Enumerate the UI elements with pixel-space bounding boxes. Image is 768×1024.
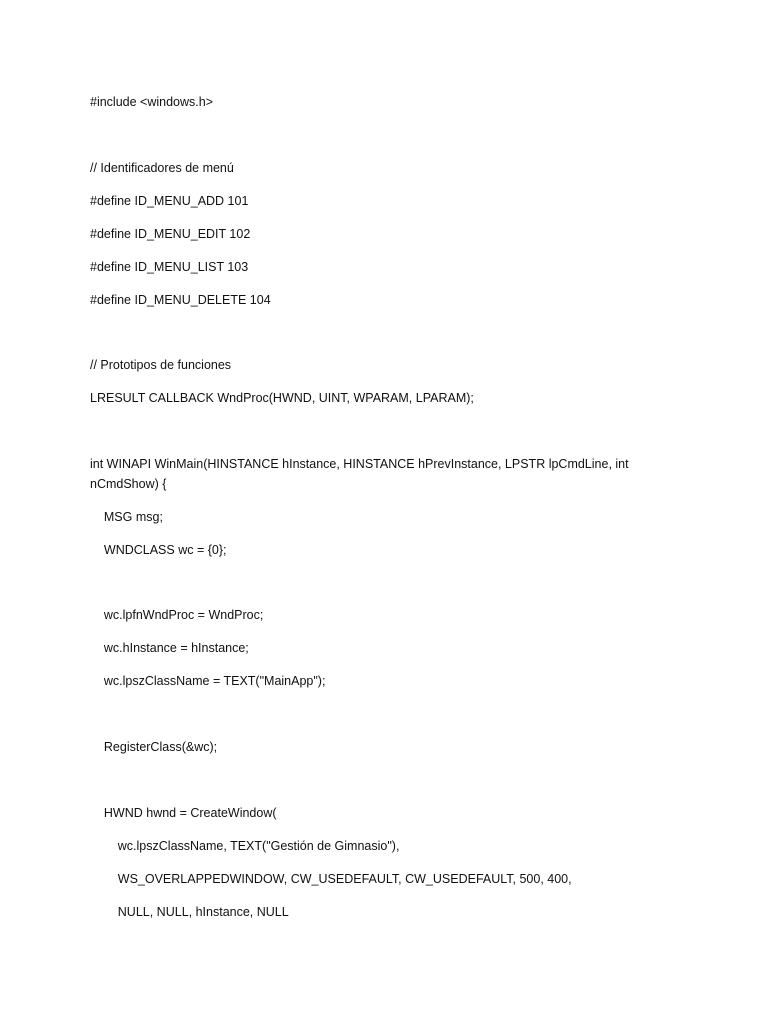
code-line: WS_OVERLAPPEDWINDOW, CW_USEDEFAULT, CW_USEDEFAULT, 500, 400, bbox=[90, 872, 572, 886]
code-line: HWND hwnd = CreateWindow( bbox=[90, 806, 277, 820]
code-line: MSG msg; bbox=[90, 510, 163, 524]
code-line: WNDCLASS wc = {0}; bbox=[90, 543, 227, 557]
code-line: #define ID_MENU_ADD 101 bbox=[90, 194, 249, 208]
code-line: wc.lpfnWndProc = WndProc; bbox=[90, 608, 264, 622]
code-line: #include <windows.h> bbox=[90, 95, 213, 109]
code-line: LRESULT CALLBACK WndProc(HWND, UINT, WPARAM, LPARAM); bbox=[90, 391, 474, 405]
code-comment: // Prototipos de funciones bbox=[90, 358, 232, 372]
code-line: NULL, NULL, hInstance, NULL bbox=[90, 905, 289, 919]
code-line: int WINAPI WinMain(HINSTANCE hInstance, HINSTANCE hPrevInstance, LPSTR lpCmdLine, int nCmdShow) { bbox=[90, 457, 629, 491]
code-line: wc.hInstance = hInstance; bbox=[90, 641, 249, 655]
code-line: RegisterClass(&wc); bbox=[90, 740, 218, 754]
code-line: wc.lpszClassName, TEXT("Gestión de Gimnasio"), bbox=[90, 839, 400, 853]
code-comment: // Identificadores de menú bbox=[90, 161, 234, 175]
code-line: wc.lpszClassName = TEXT("MainApp"); bbox=[90, 674, 326, 688]
code-line: #define ID_MENU_EDIT 102 bbox=[90, 227, 251, 241]
code-line: #define ID_MENU_DELETE 104 bbox=[90, 293, 271, 307]
code-line: #define ID_MENU_LIST 103 bbox=[90, 260, 249, 274]
